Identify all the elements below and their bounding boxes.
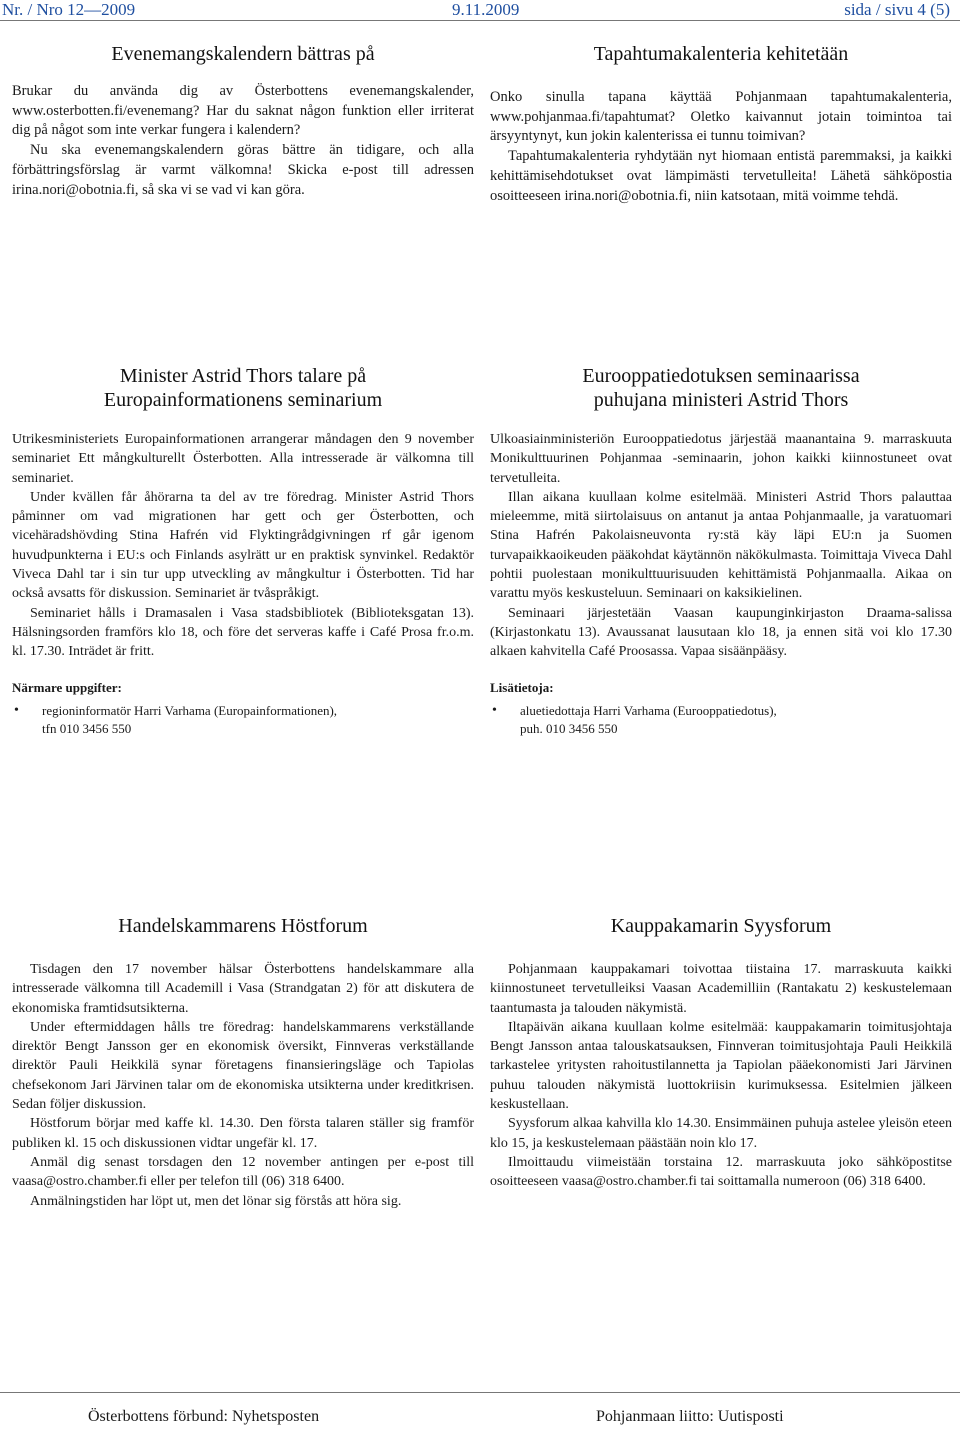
page-number: sida / sivu 4 (5): [844, 0, 950, 19]
article-title: Evenemangskalendern bättras på: [111, 43, 375, 65]
article-paragraph: Anmälningstiden har löpt ut, men det lönar sig förstås att höra sig.: [30, 1193, 402, 1209]
article-title: Kauppakamarin Syysforum: [610, 915, 832, 937]
article-forum-fi: [490, 914, 952, 1192]
article-paragraph: Brukar du använda dig av Österbottens evenemangskalender, www.osterbotten.fi/evenemang? Har du saknat någon funktion eller irriterat dig på något som inte verkar fungera i kalendern?: [12, 83, 474, 139]
contact-item: [490, 702, 952, 738]
footer-publication-sv: Österbottens förbund: Nyhetsposten: [88, 1408, 320, 1425]
article-paragraph: Tapahtumakalenteria ryhdytään nyt hiomaan entistä paremmaksi, ja kaikki kehittämisehdotukset ovat lämpimästi tervetulleita! Lähetä sähköpostia osoitteeseen irina.nori@obotnia.fi, niin katsotaan, mitä voimme tehdä.: [490, 148, 952, 204]
article-paragraph: Seminaari järjestetään Vaasan kaupunginkirjaston Draama-salissa (Kirjastonkatu 13). Avaussanat lausutaan klo 18, ja ennen sitä voi klo 17.30 alkaen kahvitella Café Proosassa. Vapaa sisäänpääsy.: [490, 605, 952, 660]
contact-item: [12, 702, 474, 738]
issue-number: Nr. / Nro 12—2009: [2, 0, 136, 19]
article-paragraph: Iltapäivän aikana kuullaan kolme esitelmää: kauppakamarin toimitusjohtaja Bengt Jansson antaa talouskatsauksen, Finnveran toimitusjohtaja Pauli Heikkilä tarkastelee yritysten rahoitustilannetta ja Tapiolan pääekonomisti Jari Järvinen puhuu talouden näkymistä luottokriisin kurimuksessa. Esitelmien jälkeen keskustellaan.: [490, 1019, 952, 1113]
article-paragraph: Syysforum alkaa kahvilla klo 14.30. Ensimmäinen puhuja astelee yleisön eteen klo 15, ja keskustelemaan päästään noin klo 17.: [490, 1116, 952, 1151]
article-seminar-fi: [490, 364, 952, 738]
article-title-line1: Minister Astrid Thors talare på: [119, 365, 367, 387]
contact-phone: puh. 010 3456 550: [520, 720, 618, 736]
article-paragraph: Ilmoittaudu viimeistään torstaina 12. marraskuuta joko sähköpostitse osoitteeseen vaasa@ostro.chamber.fi tai soittamalla numeroon (06) 318 6400.: [490, 1154, 952, 1190]
contact-label: Lisätietoja:: [490, 679, 554, 695]
article-paragraph: Utrikesministeriets Europainformationen arrangerar måndagen den 9 november seminariet Ett mångkulturellt Österbotten. Alla intresserade är välkomna till seminariet.: [12, 432, 474, 486]
article-title: Handelskammarens Höstforum: [118, 915, 368, 937]
article-calendar-fi: [490, 42, 952, 206]
article-paragraph: Nu ska evenemangskalendern göras bättre än tidigare, och alla förbättringsförslag är varmt välkomna! Skicka e-post till adressen irina.nori@obotnia.fi, så ska vi se vad vi kan göra.: [12, 142, 474, 198]
article-paragraph: Pohjanmaan kauppakamari toivottaa tiistaina 17. marraskuuta kaikki kiinnostuneet tervetulleiksi Vaasan Academilliin (Rantakatu 2) keskustelemaan taantumasta ja talouden näkymistä.: [490, 962, 952, 1016]
article-paragraph: Höstforum börjar med kaffe kl. 14.30. Den första talaren ställer sig framför publiken kl. 15 och diskussionen vidtar ungefär kl. 17.: [12, 1116, 474, 1151]
contact-label: Närmare uppgifter:: [12, 679, 122, 695]
article-paragraph: Illan aikana kuullaan kolme esitelmää. Ministeri Astrid Thors palauttaa mieleemme, mitä siirtolaisuus on antanut ja antaa Pohjanmaalle, ja varatuomari Stina Hafrén Pakolaisneuvonta ry:stä käy läpi EU:n ja Suomen turvapaikkaoikeuden pääkohdat käytännön näkökulmasta. Toimittaja Viveca Dahl pohtii puolestaan monikulttuurisuuden kehittämistä Pohjanmaalla. Aikaa on varattu myös keskusteluun. Seminaari on kaksikielinen.: [490, 489, 952, 602]
page-header: [0, 0, 960, 21]
article-title: Tapahtumakalenteria kehitetään: [593, 43, 849, 65]
article-paragraph: Ulkoasiainministeriön Eurooppatiedotus järjestää maanantaina 9. marraskuuta Monikulttuurinen Pohjanmaa -seminaarin, johon kaikki kiinnostuneet ovat tervetulleita.: [490, 432, 952, 486]
article-paragraph: Seminariet hålls i Dramasalen i Vasa stadsbibliotek (Biblioteksgatan 13). Hälsningsorden framförs klo 18, och före det serveras kaffe i Café Prosa fr.o.m. kl. 17.30. Inträdet är fritt.: [12, 605, 474, 660]
article-paragraph: Anmäl dig senast torsdagen den 12 november antingen per e-post till vaasa@ostro.chamber.fi eller per telefon till (06) 318 6400.: [12, 1154, 474, 1190]
contact-list: [12, 702, 474, 738]
contact-list: [490, 702, 952, 738]
issue-date: 9.11.2009: [452, 0, 520, 19]
contact-phone: tfn 010 3456 550: [42, 720, 132, 736]
page-footer: [0, 1392, 960, 1429]
contact-line: regioninformatör Harri Varhama (Europainformationen),: [42, 702, 338, 718]
article-paragraph: Tisdagen den 17 november hälsar Österbottens handelskammare alla intresserade välkomna till Academill i Vasa (Strandgatan 2) för att diskutera de ekonomiska framtidsutsikterna.: [12, 962, 474, 1016]
article-forum-sv: [12, 914, 474, 1211]
article-title-line1: Eurooppatiedotuksen seminaarissa: [582, 365, 860, 387]
article-seminar-sv: [12, 364, 474, 738]
article-title-line2: puhujana ministeri Astrid Thors: [593, 389, 849, 411]
article-paragraph: Onko sinulla tapana käyttää Pohjanmaan tapahtumakalenteria, www.pohjanmaa.fi/tapahtumat? Oletko kaivannut jotain toimintoa tai ärsyyntynyt, kun jokin kalenterissa ei tunnu toimivan?: [490, 89, 952, 145]
article-title-line2: Europainformationens seminarium: [103, 389, 383, 411]
article-paragraph: Under kvällen får åhörarna ta del av tre föredrag. Minister Astrid Thors påminner om vad migrationen har gett och ger Österbotten, och vicehäradshövding Stina Hafrén vid Flyktingrådgivningen rf går igenom huvudpunkterna i EU:s och Finlands asylrätt ur en praktisk synvinkel. Redaktör Viveca Dahl tar i sin tur upp utveckling av mångkultur i Österbotten. Tid har också avsatts för diskussion. Seminariet är tvåspråkigt.: [12, 489, 474, 602]
article-calendar-sv: [12, 42, 474, 200]
footer-publication-fi: Pohjanmaan liitto: Uutisposti: [596, 1408, 784, 1425]
contact-line: aluetiedottaja Harri Varhama (Eurooppatiedotus),: [520, 702, 777, 718]
article-paragraph: Under eftermiddagen hålls tre föredrag: handelskammarens verkställande direktör Bengt Jansson ger en ekonomisk översikt, Finnveras verkställande direktör Pauli Heikkilä synar företagens finansieringsläge och Tapiolas chefsekonom Jari Järvinen talar om de ekonomiska utsikterna under kreditkrisen. Sedan följer diskussion.: [12, 1019, 474, 1113]
